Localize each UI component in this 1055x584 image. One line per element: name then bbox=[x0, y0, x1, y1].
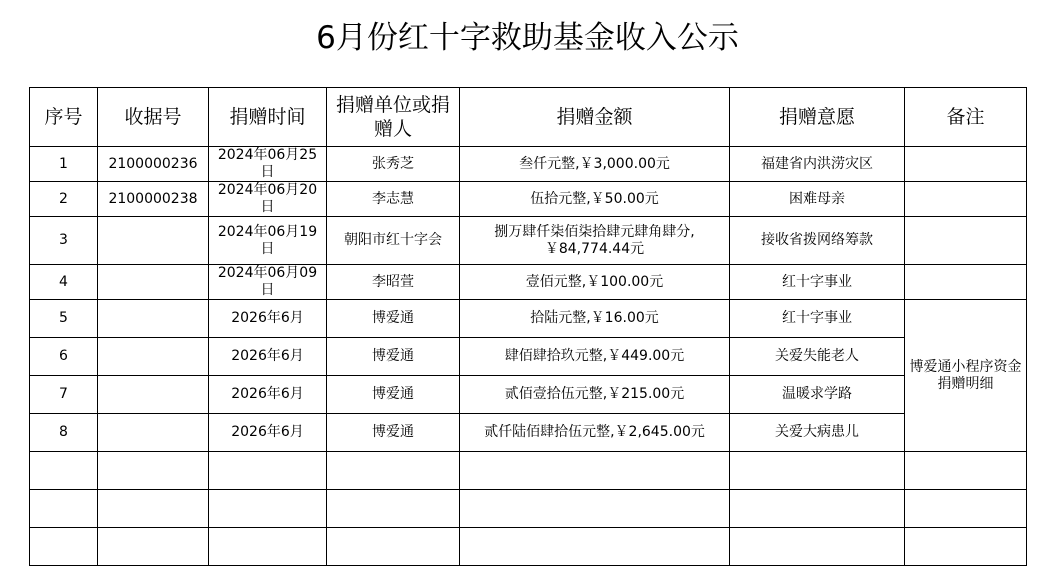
cell-purpose: 接收省拨网络筹款 bbox=[730, 217, 905, 265]
empty-cell bbox=[30, 452, 98, 490]
cell-amount: 伍拾元整,￥50.00元 bbox=[460, 182, 730, 217]
cell-receipt: 2100000236 bbox=[98, 147, 209, 182]
cell-receipt bbox=[98, 217, 209, 265]
cell-donor: 博爱通 bbox=[327, 414, 460, 452]
cell-no: 5 bbox=[30, 300, 98, 338]
empty-cell bbox=[730, 490, 905, 528]
cell-no: 4 bbox=[30, 265, 98, 300]
cell-purpose: 困难母亲 bbox=[730, 182, 905, 217]
cell-amount: 捌万肆仟柒佰柒拾肆元肆角肆分,￥84,774.44元 bbox=[460, 217, 730, 265]
cell-date: 2024年06月19日 bbox=[209, 217, 327, 265]
header-date: 捐赠时间 bbox=[209, 88, 327, 147]
cell-no: 7 bbox=[30, 376, 98, 414]
page-title: 6月份红十字救助基金收入公示 bbox=[316, 20, 739, 56]
cell-no: 3 bbox=[30, 217, 98, 265]
cell-donor: 张秀芝 bbox=[327, 147, 460, 182]
empty-cell bbox=[327, 490, 460, 528]
cell-purpose: 红十字事业 bbox=[730, 265, 905, 300]
empty-row bbox=[30, 528, 1027, 566]
cell-date: 2024年06月09日 bbox=[209, 265, 327, 300]
cell-amount: 肆佰肆拾玖元整,￥449.00元 bbox=[460, 338, 730, 376]
cell-receipt: 2100000238 bbox=[98, 182, 209, 217]
cell-no: 1 bbox=[30, 147, 98, 182]
cell-date: 2026年6月 bbox=[209, 376, 327, 414]
empty-cell bbox=[460, 452, 730, 490]
table-row bbox=[30, 265, 1027, 300]
cell-donor: 李昭萱 bbox=[327, 265, 460, 300]
header-no: 序号 bbox=[30, 88, 98, 147]
empty-cell bbox=[327, 528, 460, 566]
empty-row bbox=[30, 452, 1027, 490]
empty-cell bbox=[327, 452, 460, 490]
table-row bbox=[30, 217, 1027, 265]
header-receipt: 收据号 bbox=[98, 88, 209, 147]
cell-donor: 博爱通 bbox=[327, 300, 460, 338]
cell-donor: 博爱通 bbox=[327, 376, 460, 414]
cell-purpose: 关爱失能老人 bbox=[730, 338, 905, 376]
empty-cell bbox=[98, 452, 209, 490]
empty-row bbox=[30, 490, 1027, 528]
empty-cell bbox=[209, 452, 327, 490]
empty-cell bbox=[460, 528, 730, 566]
header-purpose: 捐赠意愿 bbox=[730, 88, 905, 147]
cell-receipt bbox=[98, 300, 209, 338]
table-row bbox=[30, 414, 1027, 452]
empty-cell bbox=[209, 490, 327, 528]
empty-cell bbox=[905, 490, 1027, 528]
empty-cell bbox=[730, 452, 905, 490]
table-row bbox=[30, 147, 1027, 182]
empty-cell bbox=[905, 528, 1027, 566]
cell-amount: 贰佰壹拾伍元整,￥215.00元 bbox=[460, 376, 730, 414]
cell-purpose: 温暖求学路 bbox=[730, 376, 905, 414]
header-donor: 捐赠单位或捐赠人 bbox=[327, 88, 460, 147]
cell-receipt bbox=[98, 376, 209, 414]
table-row bbox=[30, 300, 1027, 338]
cell-note bbox=[905, 147, 1027, 182]
cell-amount: 壹佰元整,￥100.00元 bbox=[460, 265, 730, 300]
empty-cell bbox=[730, 528, 905, 566]
cell-amount: 贰仟陆佰肆拾伍元整,￥2,645.00元 bbox=[460, 414, 730, 452]
cell-no: 2 bbox=[30, 182, 98, 217]
empty-cell bbox=[30, 490, 98, 528]
cell-donor: 李志慧 bbox=[327, 182, 460, 217]
cell-note-merged: 博爱通小程序资金捐赠明细 bbox=[905, 300, 1027, 452]
cell-date: 2024年06月25日 bbox=[209, 147, 327, 182]
cell-receipt bbox=[98, 338, 209, 376]
cell-date: 2026年6月 bbox=[209, 414, 327, 452]
header-row bbox=[30, 88, 1027, 147]
table-row bbox=[30, 376, 1027, 414]
header-note: 备注 bbox=[905, 88, 1027, 147]
cell-receipt bbox=[98, 265, 209, 300]
empty-cell bbox=[98, 490, 209, 528]
donation-table bbox=[29, 87, 1027, 566]
cell-date: 2024年06月20日 bbox=[209, 182, 327, 217]
table-row bbox=[30, 338, 1027, 376]
cell-note bbox=[905, 265, 1027, 300]
header-amount: 捐赠金额 bbox=[460, 88, 730, 147]
cell-donor: 朝阳市红十字会 bbox=[327, 217, 460, 265]
cell-no: 8 bbox=[30, 414, 98, 452]
cell-note bbox=[905, 182, 1027, 217]
empty-cell bbox=[30, 528, 98, 566]
cell-date: 2026年6月 bbox=[209, 338, 327, 376]
cell-purpose: 红十字事业 bbox=[730, 300, 905, 338]
empty-cell bbox=[98, 528, 209, 566]
empty-cell bbox=[460, 490, 730, 528]
cell-donor: 博爱通 bbox=[327, 338, 460, 376]
cell-amount: 叁仟元整,￥3,000.00元 bbox=[460, 147, 730, 182]
empty-cell bbox=[209, 528, 327, 566]
cell-note bbox=[905, 217, 1027, 265]
empty-cell bbox=[905, 452, 1027, 490]
cell-purpose: 关爱大病患儿 bbox=[730, 414, 905, 452]
table-row bbox=[30, 182, 1027, 217]
cell-receipt bbox=[98, 414, 209, 452]
cell-no: 6 bbox=[30, 338, 98, 376]
cell-date: 2026年6月 bbox=[209, 300, 327, 338]
cell-amount: 拾陆元整,￥16.00元 bbox=[460, 300, 730, 338]
cell-purpose: 福建省内洪涝灾区 bbox=[730, 147, 905, 182]
